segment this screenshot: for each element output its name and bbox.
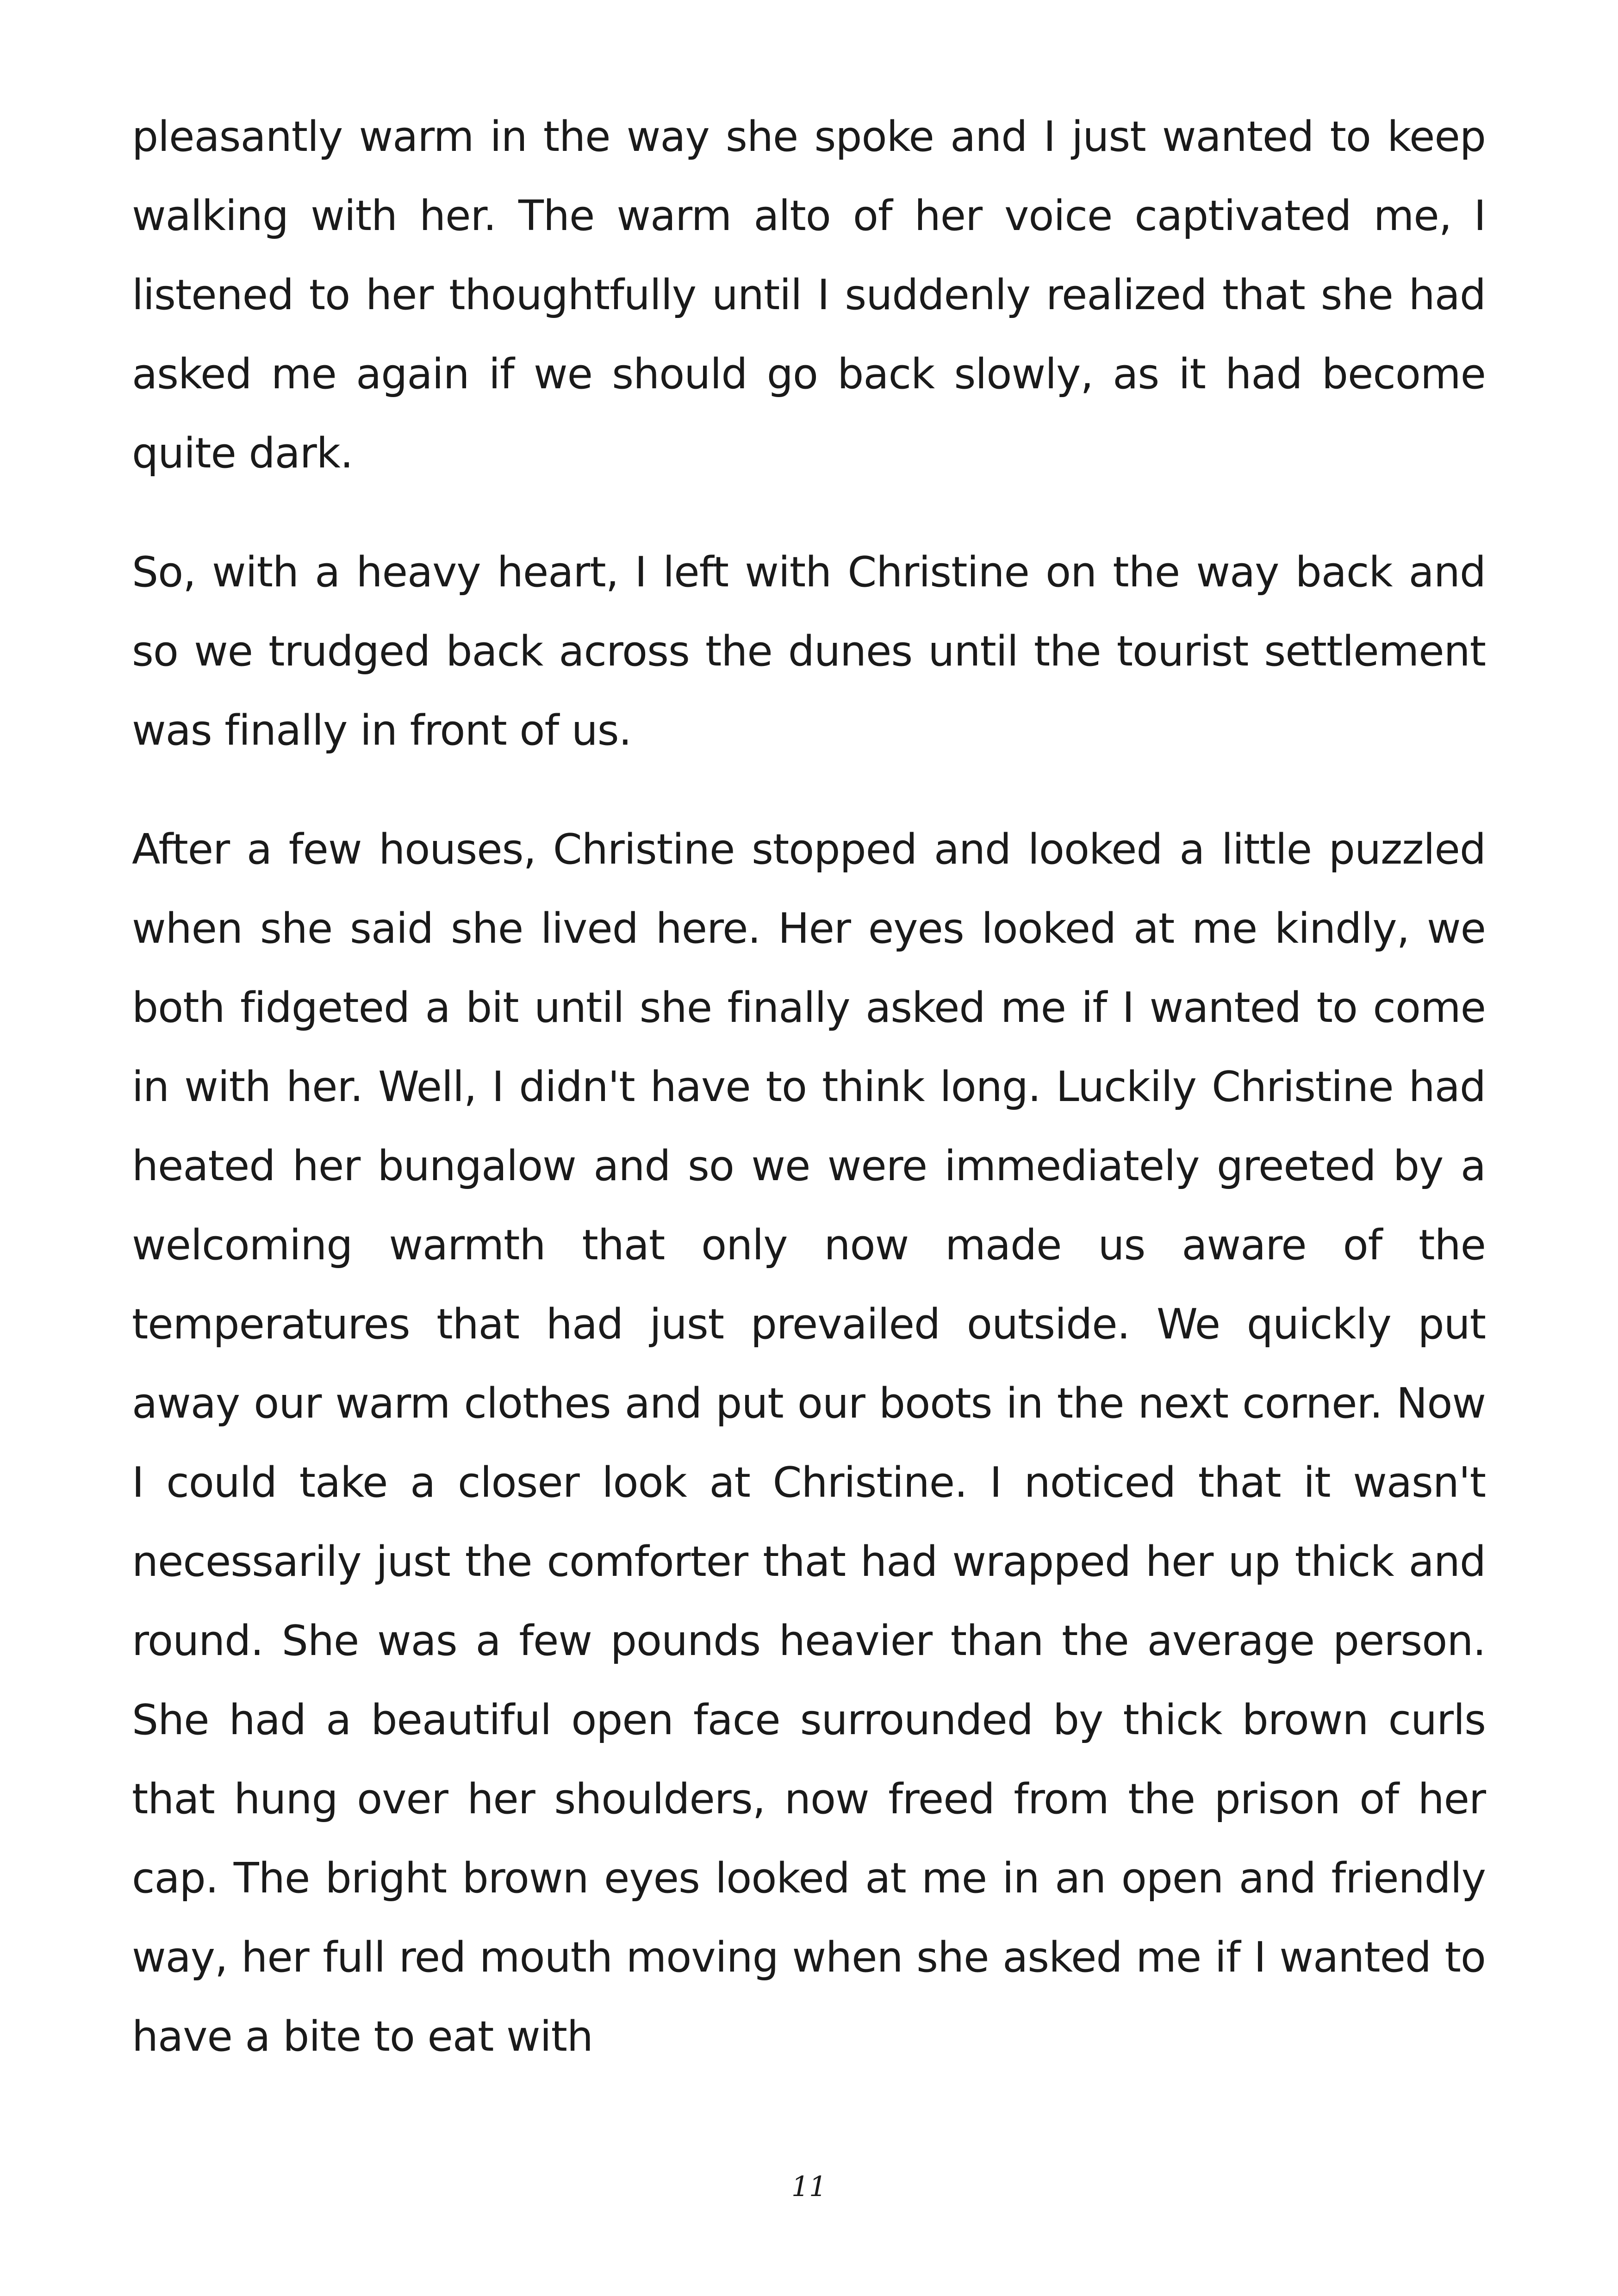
paragraph-2: So, with a heavy heart, I left with Christine on the way back and so we trudged back across the dunes until the tourist settlement was finally in front of us. [132, 548, 1486, 755]
paragraph-3: After a few houses, Christine stopped and looked a little puzzled when she said she lived here. Her eyes looked at me kindly, we both fidgeted a bit until she finally asked me if I wanted to come in with her. Well, I didn't have to think long. Luckily Christine had heated her bungalow and so we were immediately greeted by a welcoming warmth that only now made us aware of the temperatures that had just prevailed outside. We quickly put away our warm clothes and put our boots in the next corner. Now I could take a closer look at Christine. I noticed that it wasn't necessarily just the comforter that had wrapped her up thick and round. She was a few pounds heavier than the average person. She had a beautiful open face surrounded by thick brown curls that hung over her shoulders, now freed from the prison of her cap. The bright brown eyes looked at me in an open and friendly way, her full red mouth moving when she asked me if I wanted to have a bite to eat with [132, 825, 1486, 2061]
page-number: 11 [791, 2171, 827, 2203]
body-text [132, 97, 1486, 2076]
paragraph-1: pleasantly warm in the way she spoke and I just wanted to keep walking with her. The warm alto of her voice captivated me, I listened to her thoughtfully until I suddenly realized that she had asked me again if we should go back slowly, as it had become quite dark. [132, 112, 1486, 478]
